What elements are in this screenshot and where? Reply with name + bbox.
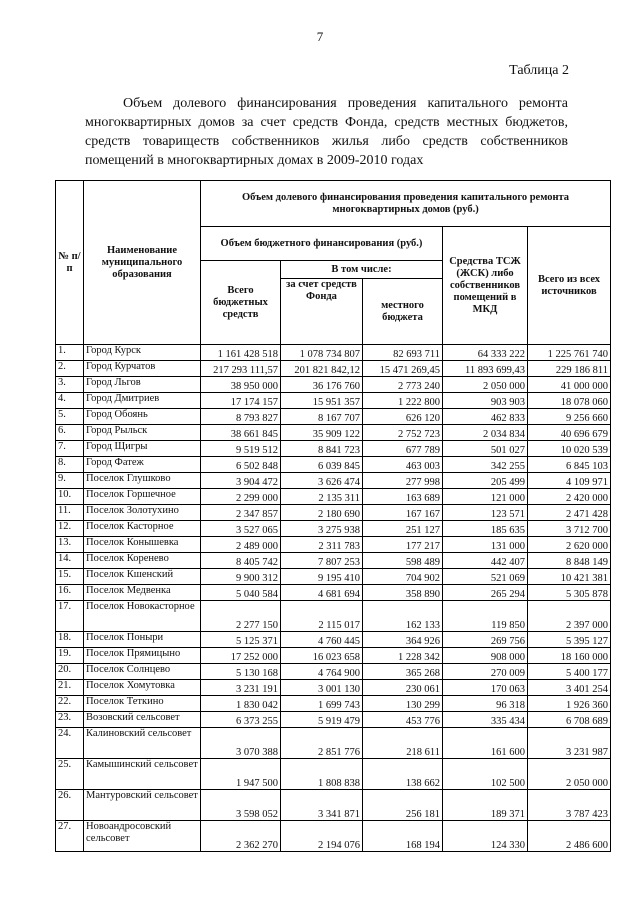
fund-value: 2 180 690 [281, 505, 363, 521]
all-sources-value: 229 186 811 [528, 361, 611, 377]
table-row [56, 821, 611, 852]
row-number: 8. [56, 457, 84, 473]
all-sources-value: 2 397 000 [528, 601, 611, 632]
tsj-value: 124 330 [443, 821, 528, 852]
tsj-value: 189 371 [443, 790, 528, 821]
budget-total-value: 2 347 857 [201, 505, 281, 521]
tsj-value: 521 069 [443, 569, 528, 585]
table-row [56, 680, 611, 696]
local-budget-value: 256 181 [363, 790, 443, 821]
table-row [56, 712, 611, 728]
header-all-sources: Всего из всех источников [528, 227, 611, 345]
budget-total-value: 6 502 848 [201, 457, 281, 473]
all-sources-value: 1 225 761 740 [528, 345, 611, 361]
fund-value: 201 821 842,12 [281, 361, 363, 377]
table-row [56, 553, 611, 569]
local-budget-value: 463 003 [363, 457, 443, 473]
header-num: № п/п [56, 181, 84, 345]
all-sources-value: 18 078 060 [528, 393, 611, 409]
row-number: 24. [56, 728, 84, 759]
row-number: 6. [56, 425, 84, 441]
local-budget-value: 358 890 [363, 585, 443, 601]
table-row [56, 664, 611, 680]
tsj-value: 102 500 [443, 759, 528, 790]
table-row [56, 569, 611, 585]
budget-total-value: 38 661 845 [201, 425, 281, 441]
table-row [56, 345, 611, 361]
table-row [56, 489, 611, 505]
row-number: 25. [56, 759, 84, 790]
document-title: Объем долевого финансирования проведения капитального ремонта многоквартирных домов за счет средств Фонда, средств местных бюджетов, средств товариществ собственников жилья либо средств собственников помещений в многоквартирных домах в 2009-2010 годах [85, 96, 568, 168]
local-budget-value: 365 268 [363, 664, 443, 680]
table-row [56, 696, 611, 712]
row-number: 14. [56, 553, 84, 569]
row-number: 7. [56, 441, 84, 457]
tsj-value: 96 318 [443, 696, 528, 712]
fund-value: 1 699 743 [281, 696, 363, 712]
tsj-value: 501 027 [443, 441, 528, 457]
table-row [56, 377, 611, 393]
local-budget-value: 677 789 [363, 441, 443, 457]
row-number: 11. [56, 505, 84, 521]
header-fund: за счет средств Фонда [281, 279, 363, 345]
tsj-value: 462 833 [443, 409, 528, 425]
local-budget-value: 1 222 800 [363, 393, 443, 409]
tsj-value: 270 009 [443, 664, 528, 680]
header-budget-group: Объем бюджетного финансирования (руб.) [201, 227, 443, 261]
page-number: 7 [316, 29, 324, 44]
row-number: 12. [56, 521, 84, 537]
header-local-budget: местного бюджета [363, 279, 443, 345]
budget-total-value: 5 125 371 [201, 632, 281, 648]
all-sources-value: 41 000 000 [528, 377, 611, 393]
row-number: 19. [56, 648, 84, 664]
municipality-name: Мантуровский сельсовет [84, 790, 201, 821]
budget-total-value: 5 130 168 [201, 664, 281, 680]
tsj-value: 131 000 [443, 537, 528, 553]
row-number: 4. [56, 393, 84, 409]
table-row [56, 585, 611, 601]
budget-total-value: 6 373 255 [201, 712, 281, 728]
fund-value: 3 626 474 [281, 473, 363, 489]
municipality-name: Поселок Солнцево [84, 664, 201, 680]
municipality-name: Город Курчатов [84, 361, 201, 377]
header-group: Объем долевого финансирования проведения капитального ремонта многоквартирных домов (руб.) [201, 181, 611, 227]
budget-total-value: 2 277 150 [201, 601, 281, 632]
all-sources-value: 2 050 000 [528, 759, 611, 790]
row-number: 9. [56, 473, 84, 489]
all-sources-value: 4 109 971 [528, 473, 611, 489]
fund-value: 35 909 122 [281, 425, 363, 441]
budget-total-value: 217 293 111,57 [201, 361, 281, 377]
tsj-value: 64 333 222 [443, 345, 528, 361]
fund-value: 1 808 838 [281, 759, 363, 790]
all-sources-value: 3 231 987 [528, 728, 611, 759]
all-sources-value: 5 305 878 [528, 585, 611, 601]
row-number: 3. [56, 377, 84, 393]
row-number: 20. [56, 664, 84, 680]
fund-value: 6 039 845 [281, 457, 363, 473]
table-row [56, 728, 611, 759]
row-number: 18. [56, 632, 84, 648]
fund-value: 2 194 076 [281, 821, 363, 852]
municipality-name: Поселок Конышевка [84, 537, 201, 553]
tsj-value: 2 034 834 [443, 425, 528, 441]
fund-value: 2 115 017 [281, 601, 363, 632]
budget-total-value: 3 070 388 [201, 728, 281, 759]
municipality-name: Поселок Новокасторное [84, 601, 201, 632]
local-budget-value: 598 489 [363, 553, 443, 569]
local-budget-value: 138 662 [363, 759, 443, 790]
budget-total-value: 17 174 157 [201, 393, 281, 409]
tsj-value: 123 571 [443, 505, 528, 521]
all-sources-value: 10 020 539 [528, 441, 611, 457]
table-row [56, 425, 611, 441]
table-row [56, 409, 611, 425]
local-budget-value: 168 194 [363, 821, 443, 852]
budget-total-value: 1 830 042 [201, 696, 281, 712]
row-number: 21. [56, 680, 84, 696]
tsj-value: 119 850 [443, 601, 528, 632]
budget-total-value: 2 489 000 [201, 537, 281, 553]
budget-total-value: 3 904 472 [201, 473, 281, 489]
municipality-name: Город Щигры [84, 441, 201, 457]
municipality-name: Город Дмитриев [84, 393, 201, 409]
row-number: 26. [56, 790, 84, 821]
tsj-value: 121 000 [443, 489, 528, 505]
row-number: 15. [56, 569, 84, 585]
local-budget-value: 364 926 [363, 632, 443, 648]
municipality-name: Поселок Касторное [84, 521, 201, 537]
row-number: 10. [56, 489, 84, 505]
all-sources-value: 2 471 428 [528, 505, 611, 521]
tsj-value: 442 407 [443, 553, 528, 569]
fund-value: 4 681 694 [281, 585, 363, 601]
municipality-name: Поселок Кореневo [84, 553, 201, 569]
all-sources-value: 6 845 103 [528, 457, 611, 473]
all-sources-value: 10 421 381 [528, 569, 611, 585]
header-tsj: Средства ТСЖ (ЖСК) либо собственников помещений в МКД [443, 227, 528, 345]
row-number: 22. [56, 696, 84, 712]
local-budget-value: 2 773 240 [363, 377, 443, 393]
all-sources-value: 3 712 700 [528, 521, 611, 537]
budget-total-value: 2 362 270 [201, 821, 281, 852]
municipality-name: Поселок Медвенка [84, 585, 201, 601]
fund-value: 5 919 479 [281, 712, 363, 728]
row-number: 17. [56, 601, 84, 632]
local-budget-value: 277 998 [363, 473, 443, 489]
fund-value: 7 807 253 [281, 553, 363, 569]
row-number: 27. [56, 821, 84, 852]
tsj-value: 342 255 [443, 457, 528, 473]
municipality-name: Камышинский сельсовет [84, 759, 201, 790]
local-budget-value: 1 228 342 [363, 648, 443, 664]
table-row [56, 457, 611, 473]
fund-value: 4 760 445 [281, 632, 363, 648]
budget-total-value: 9 900 312 [201, 569, 281, 585]
row-number: 1. [56, 345, 84, 361]
local-budget-value: 230 061 [363, 680, 443, 696]
fund-value: 9 195 410 [281, 569, 363, 585]
all-sources-value: 5 395 127 [528, 632, 611, 648]
tsj-value: 265 294 [443, 585, 528, 601]
header-name: Наименование муниципального образования [84, 181, 201, 345]
budget-total-value: 1 947 500 [201, 759, 281, 790]
fund-value: 15 951 357 [281, 393, 363, 409]
fund-value: 2 135 311 [281, 489, 363, 505]
row-number: 5. [56, 409, 84, 425]
local-budget-value: 15 471 269,45 [363, 361, 443, 377]
local-budget-value: 251 127 [363, 521, 443, 537]
header-including: В том числе: [281, 261, 443, 279]
fund-value: 36 176 760 [281, 377, 363, 393]
budget-total-value: 5 040 584 [201, 585, 281, 601]
municipality-name: Поселок Теткино [84, 696, 201, 712]
budget-total-value: 3 527 065 [201, 521, 281, 537]
table-row [56, 537, 611, 553]
local-budget-value: 163 689 [363, 489, 443, 505]
table-label: Таблица 2 [509, 63, 569, 78]
tsj-value: 269 756 [443, 632, 528, 648]
table-row [56, 521, 611, 537]
all-sources-value: 40 696 679 [528, 425, 611, 441]
budget-total-value: 3 231 191 [201, 680, 281, 696]
local-budget-value: 130 299 [363, 696, 443, 712]
municipality-name: Калиновский сельсовет [84, 728, 201, 759]
tsj-value: 11 893 699,43 [443, 361, 528, 377]
all-sources-value: 18 160 000 [528, 648, 611, 664]
row-number: 2. [56, 361, 84, 377]
tsj-value: 903 903 [443, 393, 528, 409]
budget-total-value: 17 252 000 [201, 648, 281, 664]
municipality-name: Поселок Хомутовка [84, 680, 201, 696]
municipality-name: Город Обоянь [84, 409, 201, 425]
fund-value: 8 167 707 [281, 409, 363, 425]
municipality-name: Поселок Глушково [84, 473, 201, 489]
header-budget-total: Всего бюджетных средств [201, 261, 281, 345]
municipality-name: Город Льгов [84, 377, 201, 393]
municipality-name: Поселок Кшенский [84, 569, 201, 585]
municipality-name: Город Фатеж [84, 457, 201, 473]
local-budget-value: 218 611 [363, 728, 443, 759]
all-sources-value: 1 926 360 [528, 696, 611, 712]
local-budget-value: 82 693 711 [363, 345, 443, 361]
municipality-name: Поселок Прямицыно [84, 648, 201, 664]
fund-value: 16 023 658 [281, 648, 363, 664]
table-row [56, 648, 611, 664]
local-budget-value: 2 752 723 [363, 425, 443, 441]
all-sources-value: 5 400 177 [528, 664, 611, 680]
table-row [56, 601, 611, 632]
budget-total-value: 8 405 742 [201, 553, 281, 569]
tsj-value: 2 050 000 [443, 377, 528, 393]
municipality-name: Город Рыльск [84, 425, 201, 441]
table-row [56, 505, 611, 521]
municipality-name: Город Курск [84, 345, 201, 361]
fund-value: 8 841 723 [281, 441, 363, 457]
fund-value: 2 311 783 [281, 537, 363, 553]
local-budget-value: 626 120 [363, 409, 443, 425]
local-budget-value: 167 167 [363, 505, 443, 521]
table-row [56, 790, 611, 821]
tsj-value: 335 434 [443, 712, 528, 728]
municipality-name: Новоандросовский сельсовет [84, 821, 201, 852]
budget-total-value: 1 161 428 518 [201, 345, 281, 361]
budget-total-value: 2 299 000 [201, 489, 281, 505]
all-sources-value: 2 420 000 [528, 489, 611, 505]
local-budget-value: 704 902 [363, 569, 443, 585]
table-row [56, 393, 611, 409]
table-row [56, 632, 611, 648]
fund-value: 1 078 734 807 [281, 345, 363, 361]
all-sources-value: 6 708 689 [528, 712, 611, 728]
tsj-value: 161 600 [443, 728, 528, 759]
municipality-name: Поселок Горшечное [84, 489, 201, 505]
local-budget-value: 177 217 [363, 537, 443, 553]
table-row [56, 441, 611, 457]
all-sources-value: 3 787 423 [528, 790, 611, 821]
municipality-name: Поселок Золотухино [84, 505, 201, 521]
all-sources-value: 2 486 600 [528, 821, 611, 852]
municipality-name: Поселок Поныри [84, 632, 201, 648]
tsj-value: 908 000 [443, 648, 528, 664]
financing-table [55, 180, 611, 852]
fund-value: 3 001 130 [281, 680, 363, 696]
budget-total-value: 9 519 512 [201, 441, 281, 457]
fund-value: 3 275 938 [281, 521, 363, 537]
table-row [56, 361, 611, 377]
tsj-value: 170 063 [443, 680, 528, 696]
municipality-name: Возовский сельсовет [84, 712, 201, 728]
tsj-value: 205 499 [443, 473, 528, 489]
row-number: 23. [56, 712, 84, 728]
all-sources-value: 3 401 254 [528, 680, 611, 696]
tsj-value: 185 635 [443, 521, 528, 537]
all-sources-value: 9 256 660 [528, 409, 611, 425]
local-budget-value: 162 133 [363, 601, 443, 632]
row-number: 16. [56, 585, 84, 601]
local-budget-value: 453 776 [363, 712, 443, 728]
table-row [56, 759, 611, 790]
row-number: 13. [56, 537, 84, 553]
fund-value: 4 764 900 [281, 664, 363, 680]
fund-value: 3 341 871 [281, 790, 363, 821]
all-sources-value: 2 620 000 [528, 537, 611, 553]
table-row [56, 473, 611, 489]
all-sources-value: 8 848 149 [528, 553, 611, 569]
budget-total-value: 38 950 000 [201, 377, 281, 393]
budget-total-value: 3 598 052 [201, 790, 281, 821]
fund-value: 2 851 776 [281, 728, 363, 759]
budget-total-value: 8 793 827 [201, 409, 281, 425]
